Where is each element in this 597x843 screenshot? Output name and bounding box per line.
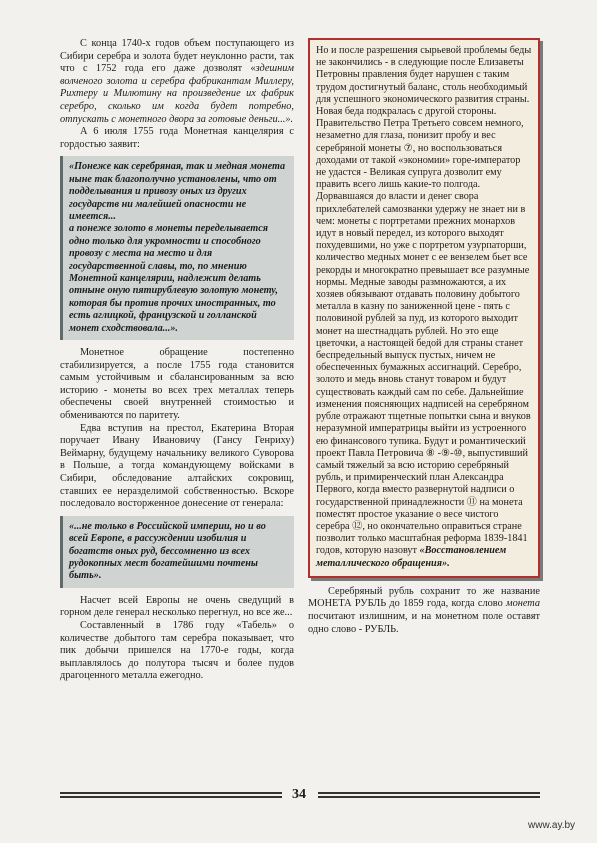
sidebar-emphasis: «Восстановлением металлического обращения». — [316, 545, 507, 569]
paragraph: Монетное обращение постепенно стабилизируется, а после 1755 года становится самым устойчивым и сбалансированным за всю историю - монеты во всех трех металлах теперь обеспечены своей внутренней стоимостью и обмениваются по паритету. — [60, 347, 294, 421]
page-number: 34 — [292, 787, 306, 802]
sidebar-text — [316, 45, 532, 570]
paragraph-text: Серебряный рубль сохранит то же название МОНЕТА РУБЛЬ до 1859 года, когда слово — [308, 585, 540, 610]
footer-rule-right — [318, 792, 540, 804]
paragraph-text: посчитают излишним, и на монетном поле оставят одно слово - РУБЛЬ. — [308, 610, 540, 635]
paragraph: Насчет всей Европы не очень сведущий в горном деле генерал несколько перегнул, но все же... — [60, 594, 294, 619]
quote-block — [60, 156, 294, 340]
left-column — [60, 38, 294, 683]
sidebar-box — [308, 38, 540, 578]
paragraph: А 6 июля 1755 года Монетная канцелярия с гордостью заявит: — [60, 126, 294, 150]
footer-rule-left — [60, 792, 282, 804]
quote-text: «...не только в Российской империи, но и во всей Европе, в рассуждении изобилия и богатств оных руд, бессомненно из всех рудокопных мест богатейшими почтены быть». — [69, 520, 266, 582]
quote-block — [60, 516, 294, 588]
paragraph: Составленный в 1786 году «Табель» о количестве добытого там серебра показывает, что пик добычи пришелся на 1770-е годы, когда выплавлялось до полутора тысяч и более пудов драгоценного металла ежегодно. — [60, 619, 294, 682]
quote-text: «Понеже как серебряная, так и медная монета ныне так благополучно установлены, что от подделывания и привозу оных из других государств ни малейшей опасности не имеется... — [69, 161, 286, 222]
watermark: www.ay.by — [528, 820, 576, 831]
paragraph-text: С конца 1740-х годов объем поступающего из Сибири серебра и золота будет неуклонно расти, так что с 1752 года его даже дозволят « — [60, 38, 294, 75]
sidebar-body: Но и после разрешения сырьевой проблемы беды не закончились - в следующие после Елизаветы Петровны правления будет нарушен с таким трудом достигнутый баланс, столь необходимый для успешного экономического развития страны. Новая беда подкралась с другой стороны. Правительство Петра Третьего совсем немного, незаметно для глаза, понизит пробу и вес серебряной монеты ⑦, но воспользоваться доходами от такой «экономии» горе-император не удастся - Великая супруга дозволит ему править всего лишь какие-то полгода. Дорвавшаяся до власти и денег свора прихлебателей самозванки удержу не знает ни в чем: монеты с портретами прежних монархов идут в новый передел, из которого выходят похудевшими, но уже с портретом узурпаторши, количество медных монет с ее вензелем бьет все рекорды и многократно превышает все разумные нормы. Медные заводы размножаются, а их хозяев обязывают отдавать половину добытого металла в казну по заниженной цене - пять с половиной рублей за пуд, из которого выходит монет на шестнадцать рублей. Но это еще цветочки, а настоящей бедой для страны станет беспредельный выпуск пустых, ничем не обеспеченных бумажных ассигнаций. Серебро, золото и медь вновь станут товаром и будут существовать каждый сам по себе. Дальнейшие изменения поясняющих надписей на серебряном рубле отражают тщетные попытки сына и внуков неразумной императрицы выйти из устроенного ею финансового тупика. Будут и романтический проект Павла Петровича ⑧ -⑨-⑩, выпустивший самый тяжелый за всю историю серебряный рубль, и примиренческий план Александра Первого, когда вместо развернутой надписи о государственной принадлежности ⑪ на монета поместят простое указание о весе чистого серебра ⑫, но окончательно оправиться стране позволит только масштабная реформа 1839-1841 годов, которую назовут — [316, 45, 532, 557]
quote-text: а понеже золото в монеты переделывается одно только для укромности и способного провозу с места на место и для государственной славы, то, по мнению Монетной канцелярии, надлежит делать отныне оную пятирублевую золотую монету, которая бы против прочих иностранных, то есть аглицкой, французской и голланской монет сходствовала...». — [69, 223, 278, 334]
paragraph: Едва вступив на престол, Екатерина Вторая поручает Ивану Ивановичу (Гансу Генриху) Веймарну, будущему начальнику великого Суворова в Польше, а тогда командующему войсками в Сибири, обследование алтайских сокровищ, ставших ее неразделимой собственностью. Вскоре последовало восторженное донесение от генерала: — [60, 422, 294, 510]
right-column — [308, 38, 540, 636]
paragraph — [308, 586, 540, 636]
quoted-italic-end: ...». — [277, 113, 294, 125]
quoted-italic: здешним волченого золота и серебра фабрикантам Миллеру, Рихтеру и Милютину на произведение их фабрик серебро, сколько им когда будет потребно, отпускать с монетного двора за готовые деньги — [60, 63, 294, 125]
paragraph — [60, 38, 294, 126]
italic-word: монета — [506, 598, 540, 610]
